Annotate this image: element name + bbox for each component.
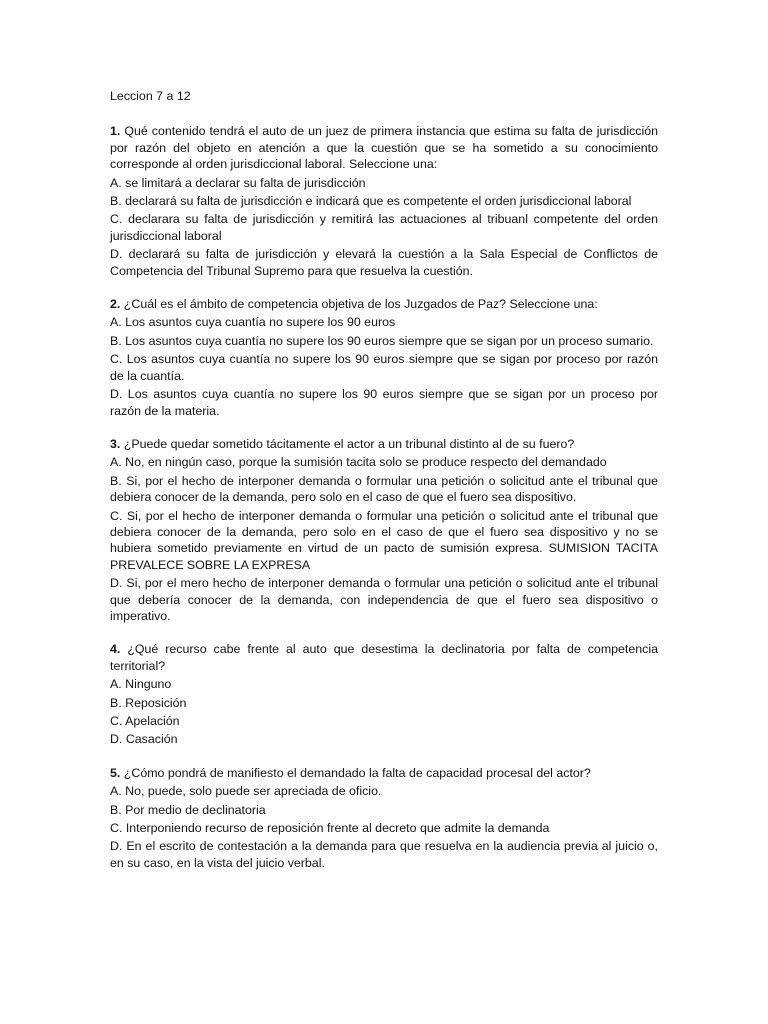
document-page	[110, 88, 658, 888]
question-text: ¿Cómo pondrá de manifiesto el demandado la falta de capacidad procesal del actor?	[123, 765, 591, 780]
answer-option-d: D. En el escrito de contestación a la demanda para que resuelva en la audiencia previa al juicio o, en su caso, en la vista del juicio verbal.	[110, 839, 658, 870]
answer-option-c: C. Los asuntos cuya cuantía no supere los 90 euros siempre que se sigan por proceso por razón de la cuantía.	[110, 352, 658, 383]
question-5	[110, 765, 658, 871]
answer-option-b: B. Por medio de declinatoria	[110, 802, 266, 817]
question-number: 4.	[110, 642, 121, 657]
answer-option-a: A. No, en ningún caso, porque la sumisión tacita solo se produce respecto del demandado	[110, 455, 607, 470]
question-1	[110, 123, 658, 279]
answer-option-a: A. se limitará a declarar su falta de jurisdicción	[110, 175, 366, 190]
answer-option-c: C. Interponiendo recurso de reposición frente al decreto que admite la demanda	[110, 821, 550, 836]
question-number: 2.	[110, 297, 121, 312]
question-text: Qué contenido tendrá el auto de un juez de primera instancia que estima su falta de jurisdicción por razón del objeto en atención a que la cuestión que se ha sometido a su conocimiento corresponde al orden jurisdiccional laboral. Seleccione una:	[110, 124, 658, 172]
question-stem	[110, 765, 658, 781]
document-title: Leccion 7 a 12	[110, 89, 191, 103]
answer-option-d: D. Si, por el mero hecho de interponer demanda o formular una petición o solicitud ante el tribunal que debería conocer de la demanda, con independencia de que el fuero sea dispositivo o imperativo.	[110, 576, 658, 623]
answer-option-d: D. Casación	[110, 732, 178, 747]
question-2	[110, 296, 658, 419]
answer-option-c: C. declarara su falta de jurisdicción y remitirá las actuaciones al tribuanl competente del orden jurisdiccional laboral	[110, 212, 658, 243]
question-text: ¿Cuál es el ámbito de competencia objetiva de los Juzgados de Paz? Seleccione una:	[123, 297, 598, 312]
question-stem	[110, 641, 658, 674]
answer-option-b: B. Si, por el hecho de interponer demanda o formular una petición o solicitud ante el tribunal que debiera conocer de la demanda, pero solo en el caso de que el fuero sea dispositivo.	[110, 473, 658, 505]
answer-option-b: B. declarará su falta de jurisdicción e indicará que es competente el orden jurisdiccional laboral	[110, 194, 632, 209]
answer-option-a: A. No, puede, solo puede ser apreciada de oficio.	[110, 784, 382, 799]
question-stem	[110, 123, 658, 172]
question-stem	[110, 436, 658, 452]
question-text: ¿Qué recurso cabe frente al auto que desestima la declinatoria por falta de competencia territorial?	[110, 642, 658, 673]
answer-option-a: A. Los asuntos cuya cuantía no supere los 90 euros	[110, 315, 396, 330]
answer-option-d: D. declarará su falta de jurisdicción y elevará la cuestión a la Sala Especial de Conflictos de Competencia del Tribunal Supremo para que resuelva la cuestión.	[110, 247, 658, 278]
answer-option-b: B. Los asuntos cuya cuantía no supere los 90 euros siempre que se sigan por un proceso sumario.	[110, 333, 654, 348]
question-text: ¿Puede quedar sometido tácitamente el actor a un tribunal distinto al de su fuero?	[123, 436, 575, 451]
answer-option-c: C. Si, por el hecho de interponer demanda o formular una petición o solicitud ante el tribunal que debiera conocer de la demanda, pero solo en el caso de que el fuero sea dispositivo y no se hubiera sometido previamente en virtud de un pacto de sumisión expresa. SUMISION TACITA PREVALECE SOBRE LA EXPRESA	[110, 508, 658, 572]
question-number: 3.	[110, 436, 121, 451]
answer-option-b: B. Reposición	[110, 695, 187, 710]
question-4	[110, 641, 658, 747]
answer-option-a: A. Ninguno	[110, 677, 172, 692]
question-3	[110, 436, 658, 624]
question-stem	[110, 296, 658, 312]
question-number: 5.	[110, 765, 121, 780]
answer-option-c: C. Apelación	[110, 714, 180, 728]
question-number: 1.	[110, 124, 121, 139]
answer-option-d: D. Los asuntos cuya cuantía no supere los 90 euros siempre que se sigan por un proceso por razón de la materia.	[110, 387, 658, 418]
